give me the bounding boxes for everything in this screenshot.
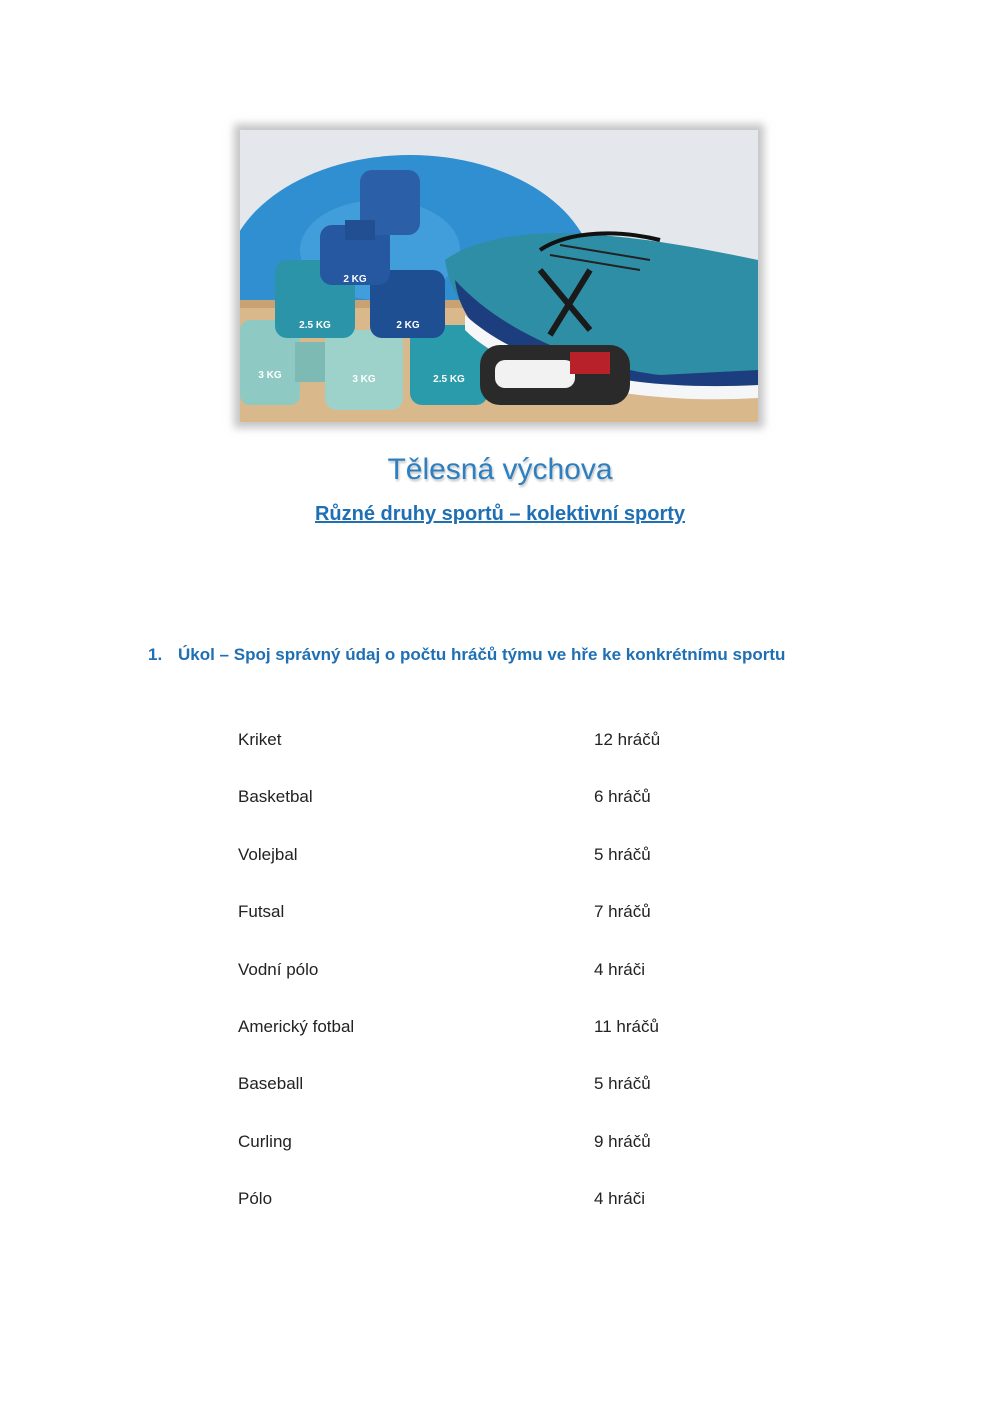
sport-name[interactable]: Kriket (238, 730, 282, 749)
sport-name[interactable]: Vodní pólo (238, 959, 319, 979)
svg-text:3 KG: 3 KG (258, 370, 282, 381)
svg-text:2.5 KG: 2.5 KG (433, 374, 465, 385)
matching-row (238, 1017, 758, 1074)
svg-text:2 KG: 2 KG (396, 320, 420, 331)
sport-name[interactable]: Baseball (238, 1074, 304, 1094)
sport-name[interactable]: Volejbal (238, 844, 298, 864)
player-count[interactable]: 7 hráčů (594, 902, 651, 922)
player-count[interactable]: 4 hráči (594, 1189, 646, 1209)
ankle-weight (480, 345, 630, 405)
page-title: Tělesná výchova (387, 453, 613, 486)
matching-row (238, 730, 758, 787)
player-count[interactable]: 6 hráčů (594, 787, 651, 807)
svg-text:2 KG: 2 KG (343, 274, 367, 285)
matching-row (238, 1189, 758, 1246)
sport-name[interactable]: Pólo (238, 1189, 273, 1209)
task-text: Úkol – Spoj správný údaj o počtu hráčů týmu ve hře ke konkrétnímu sportu (178, 645, 786, 664)
sport-name[interactable]: Curling (238, 1131, 292, 1151)
sport-name[interactable]: Basketbal (238, 787, 313, 807)
dumbbells-and-shoe-illustration (240, 130, 758, 422)
player-count[interactable]: 12 hráčů (594, 730, 661, 749)
sport-name[interactable]: Americký fotbal (238, 1016, 355, 1036)
sport-name[interactable]: Futsal (238, 902, 285, 922)
svg-text:3 KG: 3 KG (352, 374, 376, 385)
page-subtitle: Různé druhy sportů – kolektivní sporty (314, 503, 686, 525)
matching-list (238, 730, 758, 1247)
task-heading (148, 645, 785, 665)
matching-row (238, 902, 758, 959)
fitness-photo (240, 130, 758, 422)
dumbbell-3kg-middle (325, 330, 403, 410)
svg-text:2.5 KG: 2.5 KG (299, 320, 331, 331)
player-count[interactable]: 5 hráčů (594, 1074, 651, 1094)
player-count[interactable]: 5 hráčů (594, 844, 651, 864)
matching-row (238, 845, 758, 902)
matching-row (238, 1132, 758, 1189)
player-count[interactable]: 4 hráči (594, 959, 646, 979)
task-number: 1. (148, 645, 163, 664)
matching-row (238, 1074, 758, 1131)
matching-row (238, 787, 758, 844)
player-count[interactable]: 9 hráčů (594, 1131, 651, 1151)
player-count[interactable]: 11 hráčů (594, 1016, 659, 1036)
matching-row (238, 960, 758, 1017)
